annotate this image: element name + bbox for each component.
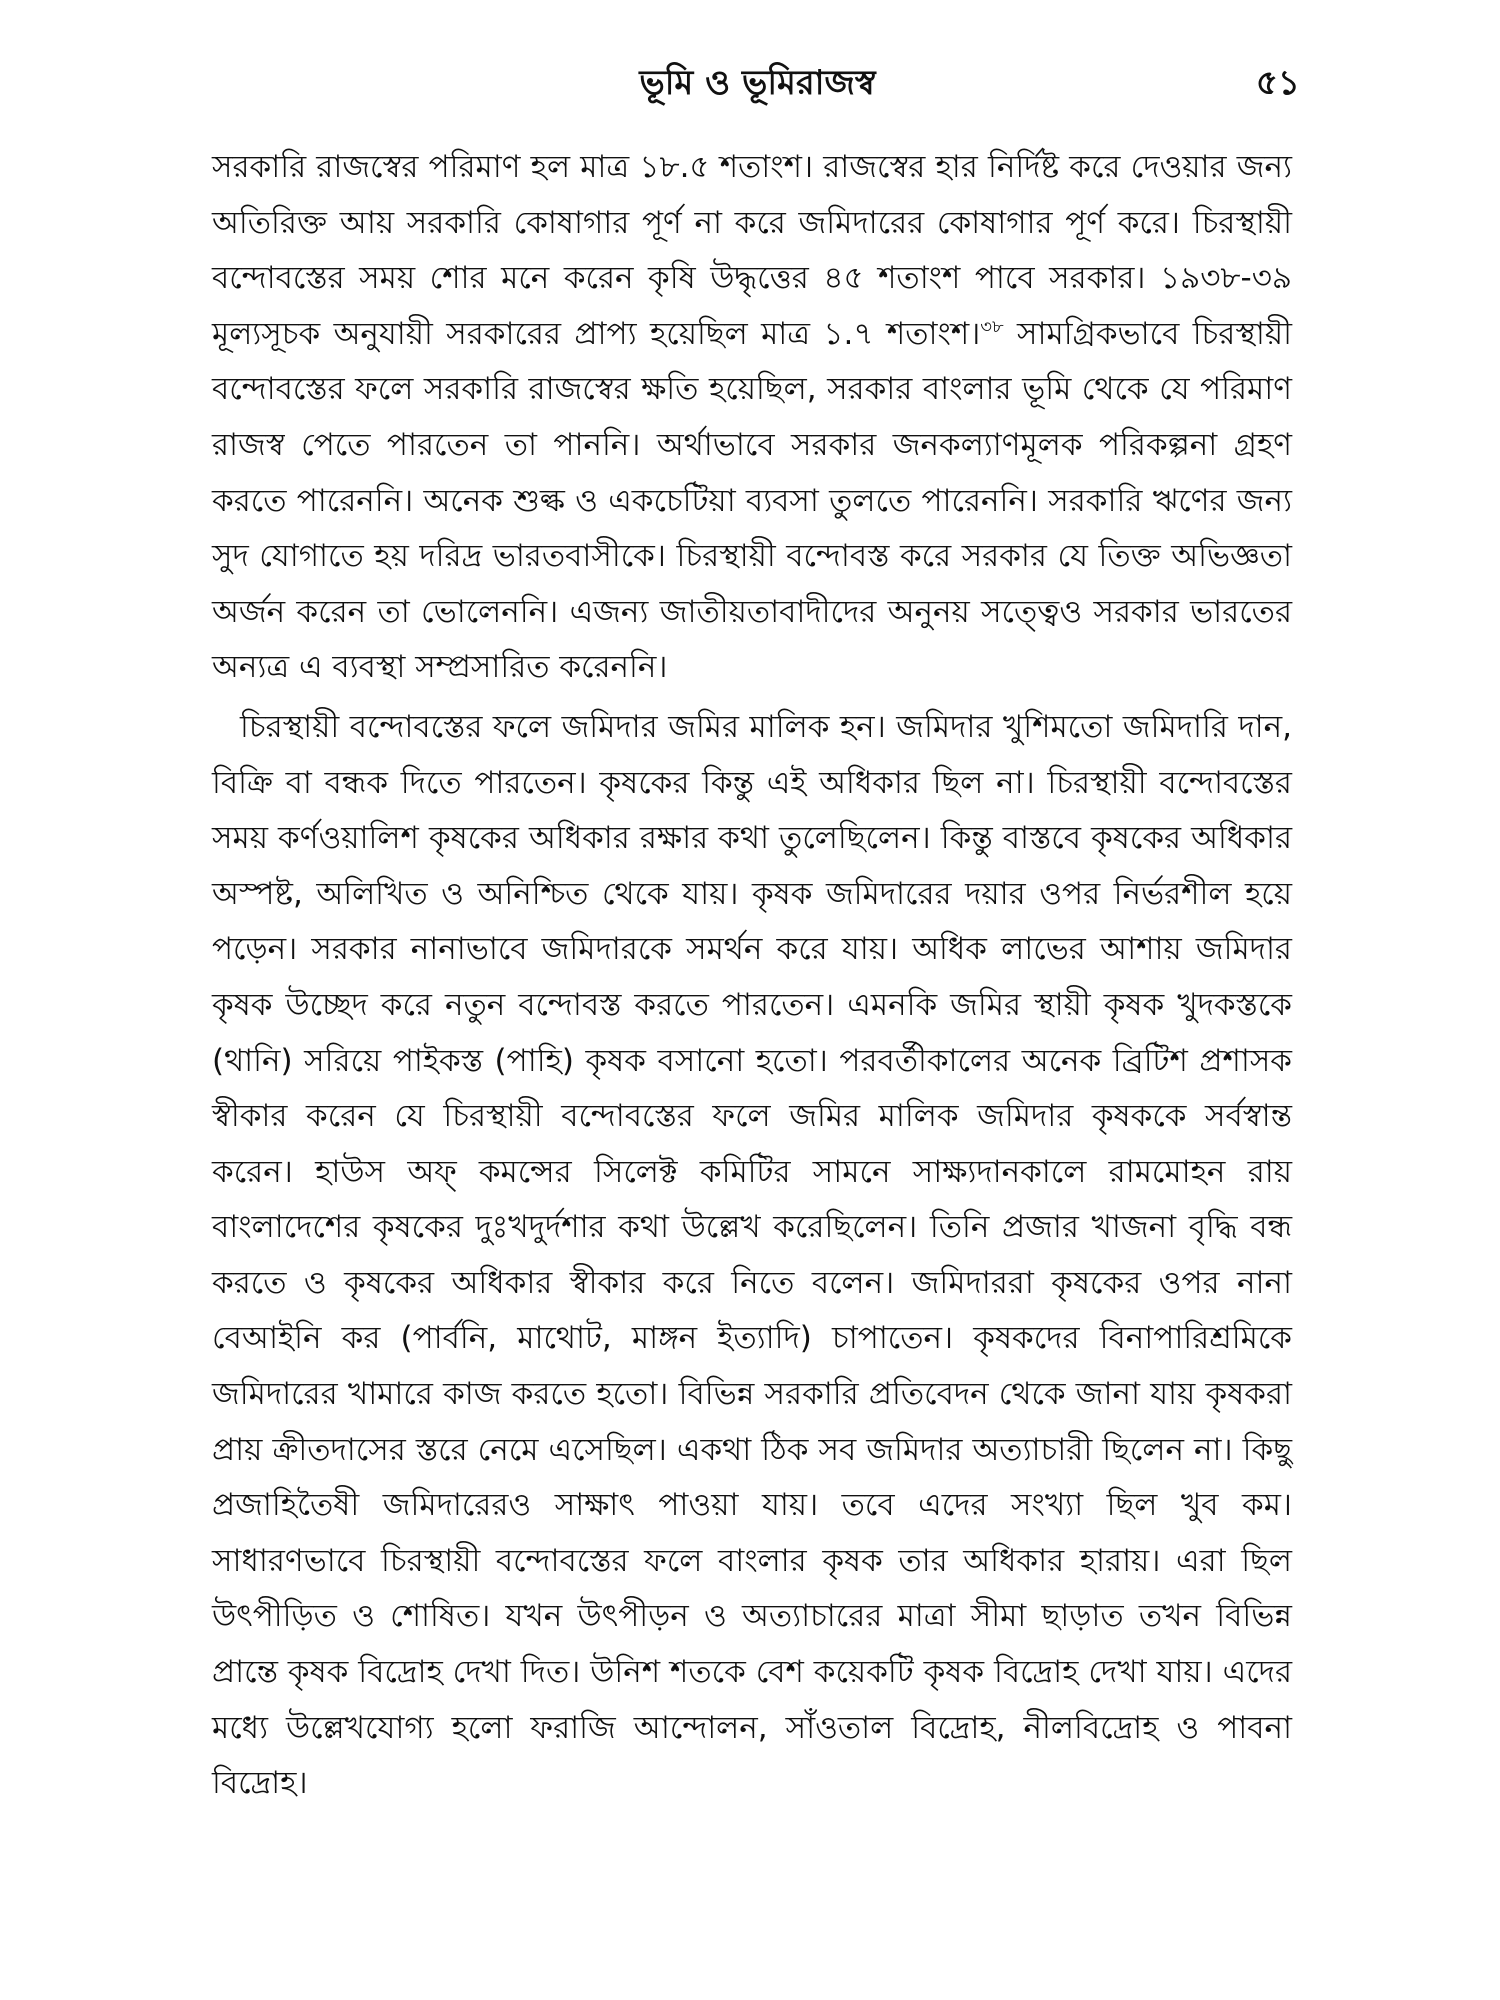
page-number: ৫১: [1255, 63, 1300, 103]
footnote-marker: ৩৮: [980, 316, 1004, 338]
page-header: [215, 58, 1300, 108]
running-title: ভূমি ও ভূমিরাজস্ব: [639, 63, 876, 103]
paragraph-1-text-b: সামগ্রিকভাবে চিরস্থায়ী বন্দোবস্তের ফলে সরকারি রাজস্বের ক্ষতি হয়েছিল, সরকার বাংলার ভূমি থেকে যে পরিমাণ রাজস্ব পেতে পারতেন তা পাননি। অর্থাভাবে সরকার জনকল্যাণমূলক পরিকল্পনা গ্রহণ করতে পারেননি। অনেক শুল্ক ও একচেটিয়া ব্যবসা তুলতে পারেননি। সরকারি ঋণের জন্য সুদ যোগাতে হয় দরিদ্র ভারতবাসীকে। চিরস্থায়ী বন্দোবস্ত করে সরকার যে তিক্ত অভিজ্ঞতা অর্জন করেন তা ভোলেননি। এজন্য জাতীয়তাবাদীদের অনুনয় সত্ত্বেও সরকার ভারতের অন্যত্র এ ব্যবস্থা সম্প্রসারিত করেননি।: [212, 315, 1292, 686]
paragraph-1-text-a: সরকারি রাজস্বের পরিমাণ হল মাত্র ১৮.৫ শতাংশ। রাজস্বের হার নির্দিষ্ট করে দেওয়ার জন্য অতিরিক্ত আয় সরকারি কোষাগার পূর্ণ না করে জমিদারের কোষাগার পূর্ণ করে। চিরস্থায়ী বন্দোবস্তের সময় শোর মনে করেন কৃষি উদ্ধৃত্তের ৪৫ শতাংশ পাবে সরকার। ১৯৩৮-৩৯ মূল্যসূচক অনুযায়ী সরকারের প্রাপ্য হয়েছিল মাত্র ১.৭ শতাংশ।: [212, 149, 1292, 352]
body-text: [212, 140, 1292, 1812]
paragraph-1: [212, 140, 1292, 696]
paragraph-2: চিরস্থায়ী বন্দোবস্তের ফলে জমিদার জমির মালিক হন। জমিদার খুশিমতো জমিদারি দান, বিক্রি বা বন্ধক দিতে পারতেন। কৃষকের কিন্তু এই অধিকার ছিল না। চিরস্থায়ী বন্দোবস্তের সময় কর্ণওয়ালিশ কৃষকের অধিকার রক্ষার কথা তুলেছিলেন। কিন্তু বাস্তবে কৃষকের অধিকার অস্পষ্ট, অলিখিত ও অনিশ্চিত থেকে যায়। কৃষক জমিদারের দয়ার ওপর নির্ভরশীল হয়ে পড়েন। সরকার নানাভাবে জমিদারকে সমর্থন করে যায়। অধিক লাভের আশায় জমিদার কৃষক উচ্ছেদ করে নতুন বন্দোবস্ত করতে পারতেন। এমনকি জমির স্থায়ী কৃষক খুদকস্তকে (থানি) সরিয়ে পাইকস্ত (পাহি) কৃষক বসানো হতো। পরবর্তীকালের অনেক ব্রিটিশ প্রশাসক স্বীকার করেন যে চিরস্থায়ী বন্দোবস্তের ফলে জমির মালিক জমিদার কৃষককে সর্বস্বান্ত করেন। হাউস অফ্ কমন্সের সিলেক্ট কমিটির সামনে সাক্ষ্যদানকালে রামমোহন রায় বাংলাদেশের কৃষকের দুঃখদুর্দশার কথা উল্লেখ করেছিলেন। তিনি প্রজার খাজনা বৃদ্ধি বন্ধ করতে ও কৃষকের অধিকার স্বীকার করে নিতে বলেন। জমিদাররা কৃষকের ওপর নানা বেআইনি কর (পার্বনি, মাথোট, মাঙ্গন ইত্যাদি) চাপাতেন। কৃষকদের বিনাপারিশ্রমিকে জমিদারের খামারে কাজ করতে হতো। বিভিন্ন সরকারি প্রতিবেদন থেকে জানা যায় কৃষকরা প্রায় ক্রীতদাসের স্তরে নেমে এসেছিল। একথা ঠিক সব জমিদার অত্যাচারী ছিলেন না। কিছু প্রজাহিতৈষী জমিদারেরও সাক্ষাৎ পাওয়া যায়। তবে এদের সংখ্যা ছিল খুব কম। সাধারণভাবে চিরস্থায়ী বন্দোবস্তের ফলে বাংলার কৃষক তার অধিকার হারায়। এরা ছিল উৎপীড়িত ও শোষিত। যখন উৎপীড়ন ও অত্যাচারের মাত্রা সীমা ছাড়াত তখন বিভিন্ন প্রান্তে কৃষক বিদ্রোহ দেখা দিত। উনিশ শতকে বেশ কয়েকটি কৃষক বিদ্রোহ দেখা যায়। এদের মধ্যে উল্লেখযোগ্য হলো ফরাজি আন্দোলন, সাঁওতাল বিদ্রোহ, নীলবিদ্রোহ ও পাবনা বিদ্রোহ।: [212, 708, 1292, 1802]
